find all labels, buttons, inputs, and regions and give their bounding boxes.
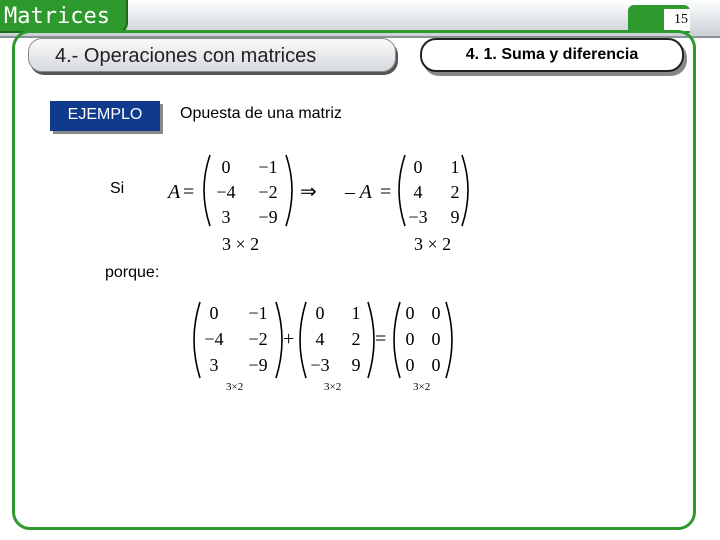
matrix-cell: 4 (413, 182, 423, 202)
left-paren (194, 302, 200, 378)
matrix-cell: 3 (221, 207, 231, 227)
right-paren (446, 302, 452, 378)
left-paren (300, 302, 306, 378)
equals-sign: = (380, 181, 392, 203)
example-heading: Opuesta de una matriz (180, 105, 342, 122)
matrix-cell: 0 (431, 303, 441, 323)
matrix-cell: 0 (405, 355, 415, 375)
matrix-cell: −2 (248, 329, 268, 349)
matrix-cell: −3 (408, 207, 428, 227)
matrix-cell: −1 (248, 303, 268, 323)
matrix-cell: −2 (258, 182, 278, 202)
implies-arrow: ⇒ (300, 181, 317, 203)
matrix-cell: 0 (209, 303, 219, 323)
matrix-cell: 4 (315, 329, 325, 349)
dimension-label: 3 × 2 (222, 234, 260, 254)
example-badge: EJEMPLO (50, 101, 160, 131)
dimension-label: 3×2 (413, 381, 431, 393)
left-paren (399, 155, 405, 226)
app-title: Matrices (0, 0, 128, 33)
matrix-cell: 1 (351, 303, 361, 323)
matrix-cell: 9 (450, 207, 460, 227)
matrix-cell: 9 (351, 355, 361, 375)
matrix-cell: 2 (351, 329, 361, 349)
dimension-label: 3×2 (324, 381, 342, 393)
porque-label: porque: (105, 264, 160, 281)
matrix-cell: 0 (431, 355, 441, 375)
matrix-cell: −3 (310, 355, 330, 375)
si-label: Si (110, 180, 125, 197)
matrix-a-symbol: A (168, 181, 181, 203)
right-paren (368, 302, 374, 378)
matrix-cell: 3 (209, 355, 219, 375)
right-paren (276, 302, 282, 378)
matrix-cell: 0 (431, 329, 441, 349)
subsection-title: 4. 1. Suma y diferencia (420, 38, 684, 72)
left-paren (394, 302, 400, 378)
matrix-cell: 2 (450, 182, 460, 202)
matrix-zero (406, 303, 441, 375)
matrix-cell: 0 (405, 303, 415, 323)
matrix-minus-a (408, 157, 459, 227)
plus-sign: + (283, 328, 295, 350)
right-paren (462, 155, 468, 226)
equals-sign: = (183, 181, 195, 203)
left-paren (204, 155, 210, 226)
matrix-cell: −4 (216, 182, 236, 202)
matrix-minus-a-sum (310, 303, 360, 375)
equals-sign: = (375, 328, 387, 350)
matrix-cell: −4 (204, 329, 224, 349)
matrix-cell: −9 (258, 207, 278, 227)
matrix-cell: 0 (413, 157, 423, 177)
dimension-label: 3×2 (226, 381, 244, 393)
section-title: 4.- Operaciones con matrices (28, 38, 396, 72)
matrix-cell: 0 (315, 303, 325, 323)
matrix-cell: −1 (258, 157, 278, 177)
dimension-label: 3 × 2 (414, 234, 452, 254)
right-paren (286, 155, 292, 226)
matrix-cell: 1 (450, 157, 460, 177)
page-number: 15 (664, 9, 690, 31)
matrix-cell: 0 (405, 329, 415, 349)
matrix-cell: 0 (221, 157, 231, 177)
matrix-cell: −9 (248, 355, 268, 375)
matrix-a-sum (204, 303, 267, 375)
minus-a-symbol: – A (345, 181, 372, 203)
matrix-a (216, 157, 277, 227)
